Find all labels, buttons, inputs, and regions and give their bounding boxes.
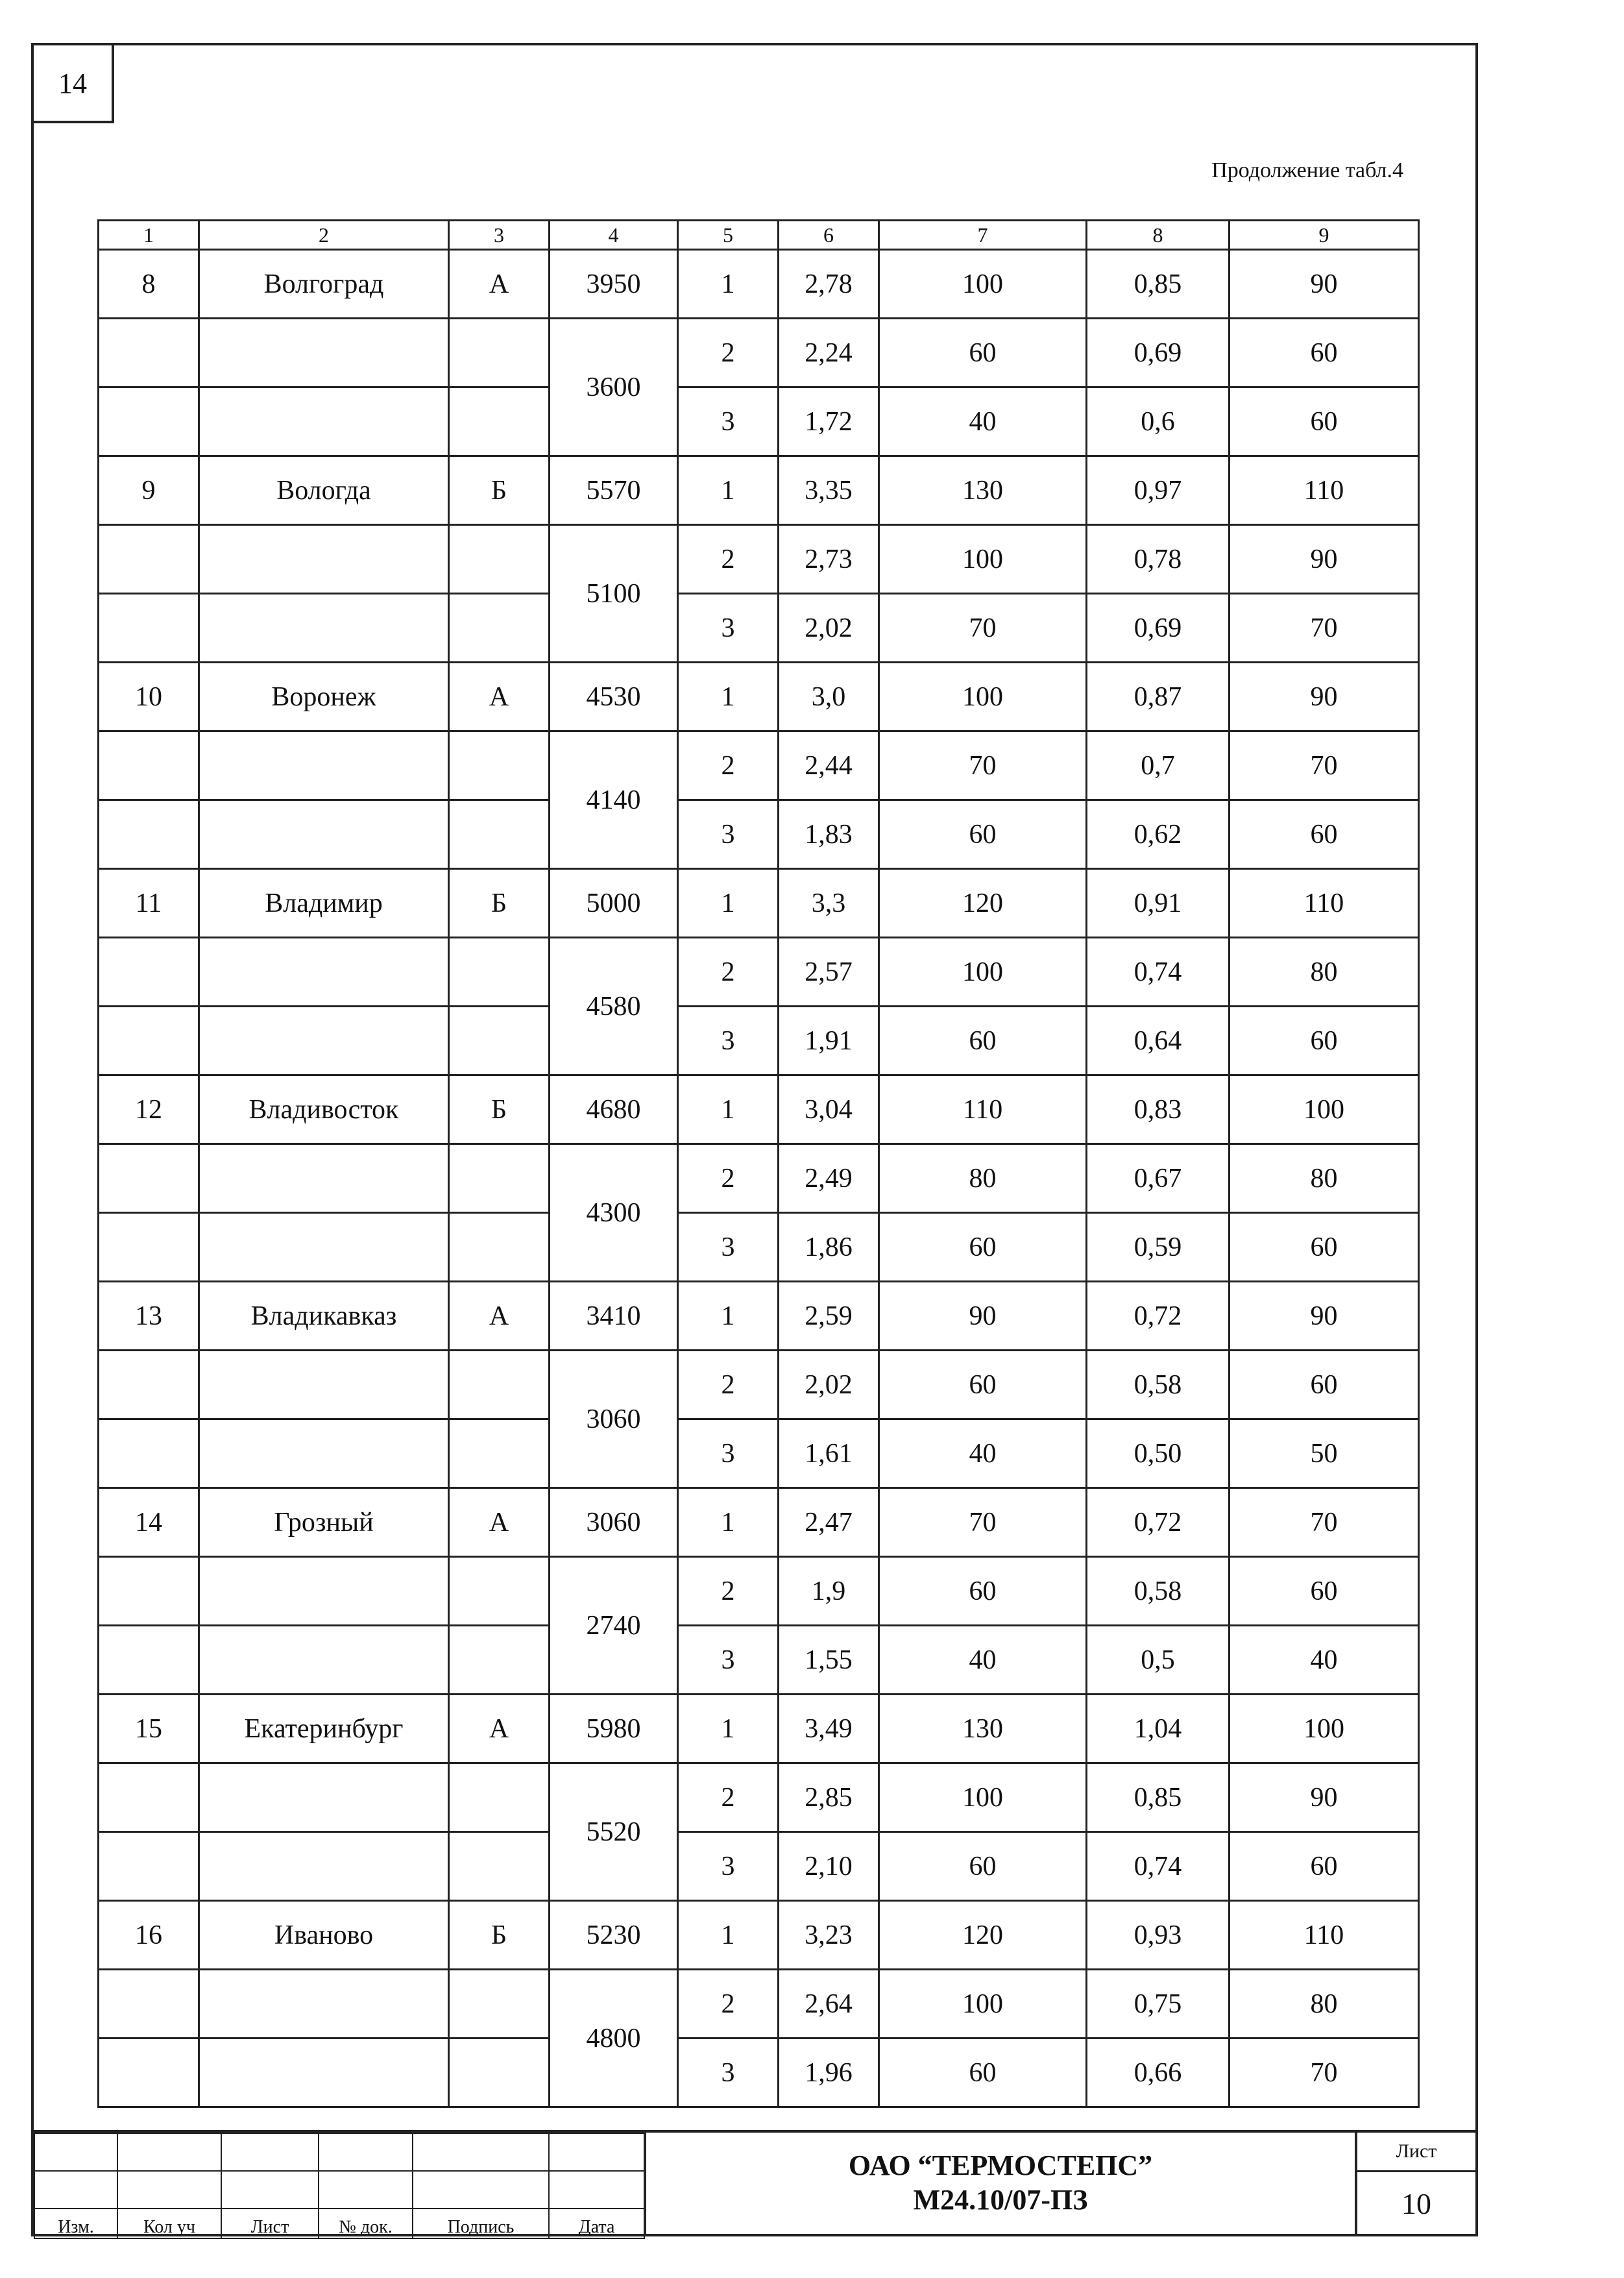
row-number-cell [99, 800, 199, 869]
continuation-note: Продолжение табл.4 [1211, 158, 1403, 182]
value-cell: 1 [678, 1488, 779, 1557]
value-cell: 110 [1230, 1901, 1419, 1970]
value-cell: 0,72 [1087, 1488, 1230, 1557]
value-cell: 1 [678, 1075, 779, 1144]
revision-grid [34, 2133, 645, 2239]
value-cell: 40 [879, 1626, 1087, 1695]
table-row [99, 1282, 1419, 1351]
value-cell: 60 [1230, 1351, 1419, 1419]
value-cell: 0,6 [1087, 387, 1230, 456]
row-number-cell [99, 525, 199, 594]
table-row [99, 731, 1419, 800]
value-cell: 1,55 [779, 1626, 879, 1695]
column-number: 9 [1230, 221, 1419, 250]
value-cell: 60 [879, 319, 1087, 387]
col4-cell: 3060 [550, 1351, 678, 1488]
city-cell [199, 1007, 449, 1075]
city-cell [199, 1970, 449, 2039]
category-cell [449, 1832, 550, 1901]
table-row [99, 1075, 1419, 1144]
col4-cell: 4140 [550, 731, 678, 869]
value-cell: 1,91 [779, 1007, 879, 1075]
city-cell [199, 731, 449, 800]
value-cell: 0,83 [1087, 1075, 1230, 1144]
value-cell: 90 [1230, 1282, 1419, 1351]
value-cell: 2 [678, 1763, 779, 1832]
category-cell [449, 2039, 550, 2107]
category-cell [449, 1419, 550, 1488]
col4-cell: 4580 [550, 938, 678, 1075]
category-cell [449, 1557, 550, 1626]
table-row [99, 1351, 1419, 1419]
value-cell: 3 [678, 1832, 779, 1901]
company-name: ОАО “ТЕРМОСТЕПС” [848, 2149, 1153, 2182]
col4-cell: 5100 [550, 525, 678, 663]
value-cell: 2,02 [779, 594, 879, 663]
category-cell [449, 731, 550, 800]
value-cell: 1,96 [779, 2039, 879, 2107]
row-number-cell: 16 [99, 1901, 199, 1970]
category-cell [449, 1351, 550, 1419]
value-cell: 2,73 [779, 525, 879, 594]
row-number-cell [99, 1351, 199, 1419]
city-cell [199, 2039, 449, 2107]
table-row [99, 1557, 1419, 1626]
value-cell: 3,35 [779, 456, 879, 525]
value-cell: 2 [678, 1557, 779, 1626]
label-doc-number: № док. [319, 2209, 413, 2238]
row-number-cell [99, 2039, 199, 2107]
col4-cell: 4680 [550, 1075, 678, 1144]
value-cell: 0,69 [1087, 594, 1230, 663]
value-cell: 110 [1230, 456, 1419, 525]
city-cell: Грозный [199, 1488, 449, 1557]
city-cell: Владикавказ [199, 1282, 449, 1351]
row-number-cell [99, 1007, 199, 1075]
value-cell: 2 [678, 1970, 779, 2039]
col4-cell: 4800 [550, 1970, 678, 2107]
value-cell: 90 [1230, 663, 1419, 731]
value-cell: 50 [1230, 1419, 1419, 1488]
category-cell [449, 1626, 550, 1695]
value-cell: 70 [879, 731, 1087, 800]
value-cell: 60 [1230, 1213, 1419, 1282]
value-cell: 0,75 [1087, 1970, 1230, 2039]
city-cell [199, 1763, 449, 1832]
city-cell [199, 1213, 449, 1282]
value-cell: 2,64 [779, 1970, 879, 2039]
value-cell: 110 [879, 1075, 1087, 1144]
value-cell: 2,44 [779, 731, 879, 800]
value-cell: 2 [678, 319, 779, 387]
row-number-cell [99, 938, 199, 1007]
value-cell: 90 [879, 1282, 1087, 1351]
value-cell: 60 [879, 1832, 1087, 1901]
city-cell [199, 1832, 449, 1901]
row-number-cell [99, 1763, 199, 1832]
row-number-cell [99, 319, 199, 387]
value-cell: 2,57 [779, 938, 879, 1007]
table-row [99, 2039, 1419, 2107]
value-cell: 2,02 [779, 1351, 879, 1419]
value-cell: 3,0 [779, 663, 879, 731]
value-cell: 40 [879, 1419, 1087, 1488]
city-cell: Волгоград [199, 250, 449, 319]
city-cell: Екатеринбург [199, 1695, 449, 1763]
table-body [99, 250, 1419, 2107]
value-cell: 3 [678, 1626, 779, 1695]
city-cell: Иваново [199, 1901, 449, 1970]
column-number: 1 [99, 221, 199, 250]
col4-cell: 3410 [550, 1282, 678, 1351]
category-cell: А [449, 663, 550, 731]
label-signature: Подпись [413, 2209, 549, 2238]
value-cell: 3 [678, 1419, 779, 1488]
value-cell: 70 [1230, 594, 1419, 663]
category-cell: А [449, 250, 550, 319]
value-cell: 1,61 [779, 1419, 879, 1488]
document-code: М24.10/07-ПЗ [913, 2184, 1088, 2216]
value-cell: 0,91 [1087, 869, 1230, 938]
page-corner-number: 14 [31, 43, 114, 123]
table-row [99, 387, 1419, 456]
table-row [99, 800, 1419, 869]
value-cell: 110 [1230, 869, 1419, 938]
row-number-cell [99, 1557, 199, 1626]
value-cell: 0,93 [1087, 1901, 1230, 1970]
label-change: Изм. [34, 2209, 117, 2238]
category-cell [449, 594, 550, 663]
value-cell: 3 [678, 387, 779, 456]
label-sheet: Лист [221, 2209, 319, 2238]
table-row [99, 319, 1419, 387]
col4-cell: 5230 [550, 1901, 678, 1970]
city-cell [199, 319, 449, 387]
city-cell [199, 1419, 449, 1488]
column-number: 8 [1087, 221, 1230, 250]
category-cell: А [449, 1488, 550, 1557]
city-cell [199, 594, 449, 663]
value-cell: 90 [1230, 1763, 1419, 1832]
value-cell: 120 [879, 1901, 1087, 1970]
category-cell [449, 938, 550, 1007]
category-cell [449, 525, 550, 594]
table-row [99, 1832, 1419, 1901]
value-cell: 60 [879, 1007, 1087, 1075]
col4-cell: 5570 [550, 456, 678, 525]
table-row [99, 1970, 1419, 2039]
column-number: 5 [678, 221, 779, 250]
value-cell: 3,49 [779, 1695, 879, 1763]
category-cell: Б [449, 1901, 550, 1970]
category-cell [449, 1144, 550, 1213]
value-cell: 0,5 [1087, 1626, 1230, 1695]
row-number-cell [99, 1419, 199, 1488]
value-cell: 100 [879, 663, 1087, 731]
city-cell: Владивосток [199, 1075, 449, 1144]
value-cell: 0,58 [1087, 1557, 1230, 1626]
sheet-box [1357, 2133, 1475, 2234]
value-cell: 3 [678, 1007, 779, 1075]
row-number-cell [99, 387, 199, 456]
value-cell: 0,59 [1087, 1213, 1230, 1282]
value-cell: 100 [1230, 1075, 1419, 1144]
value-cell: 2 [678, 1351, 779, 1419]
value-cell: 3 [678, 594, 779, 663]
value-cell: 1 [678, 1282, 779, 1351]
value-cell: 0,50 [1087, 1419, 1230, 1488]
value-cell: 70 [1230, 2039, 1419, 2107]
value-cell: 0,67 [1087, 1144, 1230, 1213]
table-row [99, 1419, 1419, 1488]
value-cell: 1 [678, 456, 779, 525]
table-row [99, 1488, 1419, 1557]
value-cell: 70 [879, 1488, 1087, 1557]
value-cell: 2,78 [779, 250, 879, 319]
city-cell [199, 525, 449, 594]
table-row [99, 1213, 1419, 1282]
value-cell: 60 [879, 1351, 1087, 1419]
category-cell [449, 1763, 550, 1832]
row-number-cell: 11 [99, 869, 199, 938]
row-number-cell: 10 [99, 663, 199, 731]
value-cell: 100 [1230, 1695, 1419, 1763]
label-date: Дата [549, 2209, 644, 2238]
value-cell: 0,78 [1087, 525, 1230, 594]
table-row [99, 1626, 1419, 1695]
value-cell: 1 [678, 1695, 779, 1763]
sheet-number: 10 [1401, 2186, 1431, 2220]
column-number: 6 [779, 221, 879, 250]
value-cell: 0,62 [1087, 800, 1230, 869]
city-cell [199, 800, 449, 869]
value-cell: 90 [1230, 250, 1419, 319]
table-row [99, 1901, 1419, 1970]
value-cell: 100 [879, 250, 1087, 319]
value-cell: 70 [1230, 1488, 1419, 1557]
value-cell: 3,04 [779, 1075, 879, 1144]
row-number-cell: 15 [99, 1695, 199, 1763]
column-number: 3 [449, 221, 550, 250]
column-number: 7 [879, 221, 1087, 250]
city-cell [199, 1144, 449, 1213]
value-cell: 2 [678, 938, 779, 1007]
row-number-cell [99, 1626, 199, 1695]
row-number-cell [99, 594, 199, 663]
value-cell: 2,47 [779, 1488, 879, 1557]
value-cell: 1 [678, 250, 779, 319]
value-cell: 0,87 [1087, 663, 1230, 731]
value-cell: 60 [1230, 319, 1419, 387]
value-cell: 60 [1230, 1557, 1419, 1626]
value-cell: 100 [879, 938, 1087, 1007]
col4-cell: 2740 [550, 1557, 678, 1695]
category-cell [449, 387, 550, 456]
value-cell: 0,85 [1087, 1763, 1230, 1832]
value-cell: 2,24 [779, 319, 879, 387]
city-cell: Вологда [199, 456, 449, 525]
value-cell: 100 [879, 525, 1087, 594]
value-cell: 60 [1230, 1832, 1419, 1901]
row-number-cell [99, 1970, 199, 2039]
value-cell: 1 [678, 663, 779, 731]
value-cell: 60 [879, 2039, 1087, 2107]
value-cell: 0,69 [1087, 319, 1230, 387]
value-cell: 70 [1230, 731, 1419, 800]
value-cell: 40 [879, 387, 1087, 456]
value-cell: 60 [879, 1213, 1087, 1282]
table-row [99, 456, 1419, 525]
category-cell: Б [449, 456, 550, 525]
table-row [99, 525, 1419, 594]
value-cell: 0,72 [1087, 1282, 1230, 1351]
value-cell: 80 [1230, 938, 1419, 1007]
value-cell: 40 [1230, 1626, 1419, 1695]
city-cell [199, 1351, 449, 1419]
value-cell: 2,49 [779, 1144, 879, 1213]
value-cell: 60 [1230, 387, 1419, 456]
category-cell [449, 1213, 550, 1282]
data-table [97, 219, 1420, 2108]
category-cell [449, 1970, 550, 2039]
value-cell: 3,3 [779, 869, 879, 938]
city-cell: Владимир [199, 869, 449, 938]
column-number-row [99, 221, 1419, 250]
table-row [99, 1763, 1419, 1832]
col4-cell: 3950 [550, 250, 678, 319]
value-cell: 90 [1230, 525, 1419, 594]
row-number-cell: 13 [99, 1282, 199, 1351]
value-cell: 2 [678, 1144, 779, 1213]
row-number-cell: 8 [99, 250, 199, 319]
value-cell: 1,83 [779, 800, 879, 869]
value-cell: 80 [879, 1144, 1087, 1213]
city-cell: Воронеж [199, 663, 449, 731]
value-cell: 0,74 [1087, 938, 1230, 1007]
col4-cell: 3600 [550, 319, 678, 456]
category-cell [449, 319, 550, 387]
value-cell: 80 [1230, 1144, 1419, 1213]
category-cell: Б [449, 1075, 550, 1144]
column-number: 2 [199, 221, 449, 250]
table-row [99, 1007, 1419, 1075]
value-cell: 70 [879, 594, 1087, 663]
row-number-cell: 14 [99, 1488, 199, 1557]
row-number-cell [99, 1213, 199, 1282]
value-cell: 0,97 [1087, 456, 1230, 525]
sheet-label: Лист [1357, 2133, 1475, 2172]
value-cell: 60 [1230, 800, 1419, 869]
value-cell: 120 [879, 869, 1087, 938]
value-cell: 60 [879, 1557, 1087, 1626]
col4-cell: 5520 [550, 1763, 678, 1901]
value-cell: 100 [879, 1763, 1087, 1832]
value-cell: 0,85 [1087, 250, 1230, 319]
value-cell: 0,7 [1087, 731, 1230, 800]
value-cell: 0,74 [1087, 1832, 1230, 1901]
col4-cell: 4300 [550, 1144, 678, 1282]
city-cell [199, 938, 449, 1007]
table-row [99, 938, 1419, 1007]
value-cell: 2,10 [779, 1832, 879, 1901]
value-cell: 2 [678, 525, 779, 594]
city-cell [199, 1557, 449, 1626]
row-number-cell [99, 1832, 199, 1901]
label-count: Кол уч [117, 2209, 221, 2238]
value-cell: 3,23 [779, 1901, 879, 1970]
value-cell: 130 [879, 456, 1087, 525]
value-cell: 2,85 [779, 1763, 879, 1832]
value-cell: 0,64 [1087, 1007, 1230, 1075]
value-cell: 1,9 [779, 1557, 879, 1626]
col4-cell: 5980 [550, 1695, 678, 1763]
row-number-cell: 12 [99, 1075, 199, 1144]
value-cell: 1,04 [1087, 1695, 1230, 1763]
value-cell: 0,58 [1087, 1351, 1230, 1419]
value-cell: 3 [678, 2039, 779, 2107]
col4-cell: 3060 [550, 1488, 678, 1557]
value-cell: 130 [879, 1695, 1087, 1763]
table-row [99, 1695, 1419, 1763]
title-block-center [644, 2133, 1357, 2234]
value-cell: 80 [1230, 1970, 1419, 2039]
value-cell: 1,72 [779, 387, 879, 456]
value-cell: 100 [879, 1970, 1087, 2039]
category-cell: А [449, 1695, 550, 1763]
row-number-cell: 9 [99, 456, 199, 525]
value-cell: 2 [678, 731, 779, 800]
value-cell: 1 [678, 1901, 779, 1970]
row-number-cell [99, 1144, 199, 1213]
category-cell: А [449, 1282, 550, 1351]
table-row [99, 869, 1419, 938]
value-cell: 3 [678, 800, 779, 869]
city-cell [199, 387, 449, 456]
category-cell: Б [449, 869, 550, 938]
col4-cell: 5000 [550, 869, 678, 938]
row-number-cell [99, 731, 199, 800]
category-cell [449, 800, 550, 869]
category-cell [449, 1007, 550, 1075]
value-cell: 1,86 [779, 1213, 879, 1282]
table-row [99, 250, 1419, 319]
value-cell: 0,66 [1087, 2039, 1230, 2107]
table-row [99, 663, 1419, 731]
column-number: 4 [550, 221, 678, 250]
table-row [99, 594, 1419, 663]
value-cell: 3 [678, 1213, 779, 1282]
table-row [99, 1144, 1419, 1213]
city-cell [199, 1626, 449, 1695]
value-cell: 60 [1230, 1007, 1419, 1075]
col4-cell: 4530 [550, 663, 678, 731]
value-cell: 60 [879, 800, 1087, 869]
value-cell: 1 [678, 869, 779, 938]
title-block [34, 2130, 1475, 2237]
value-cell: 2,59 [779, 1282, 879, 1351]
